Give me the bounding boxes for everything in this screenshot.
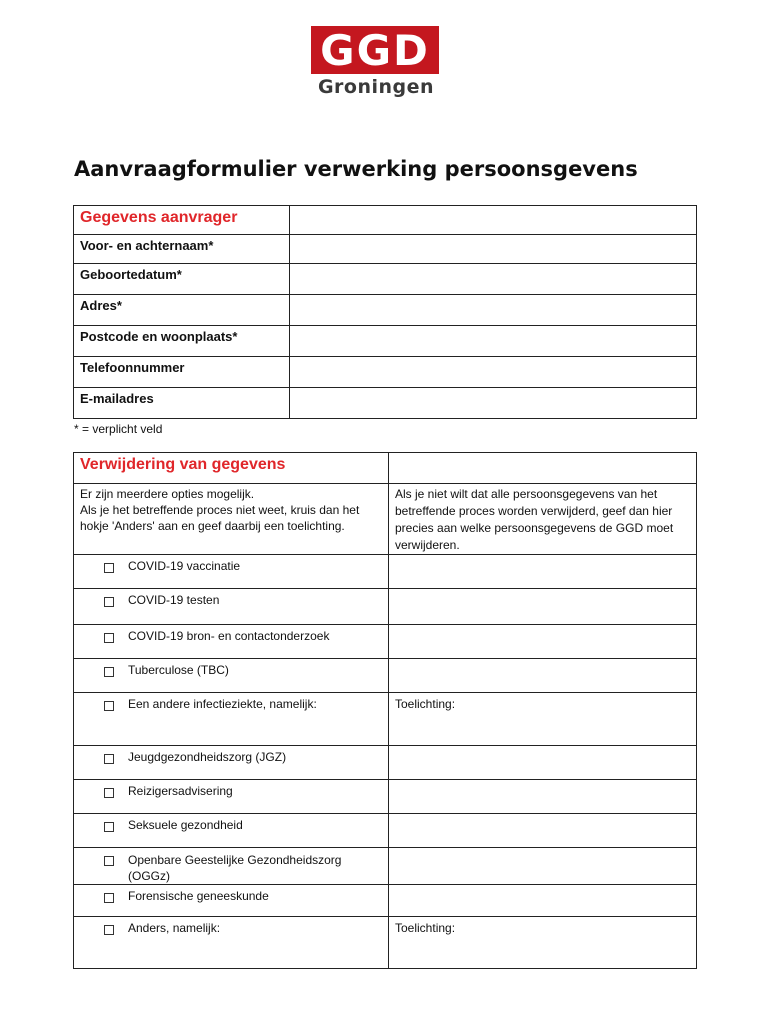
field-label-email: E-mailadres [74,388,290,419]
page-title: Aanvraagformulier verwerking persoonsgevens [74,157,638,181]
deletion-explanation: Als je niet wilt dat alle persoonsgegevens van het betreffende proces worden verwijderd, geef dan hier precies aan welke persoonsgegevens de GGD moet verwijderen. [389,484,697,555]
option-covid-vaccination[interactable] [74,555,389,589]
option-label: COVID-19 vaccinatie [128,559,241,573]
field-label-phone: Telefoonnummer [74,357,290,388]
option-note-cell[interactable] [389,848,697,885]
option-note-cell[interactable] [389,555,697,589]
option-note-cell[interactable] [389,625,697,659]
option-label: COVID-19 testen [128,593,220,607]
field-label-name: Voor- en achternaam* [74,235,290,264]
checkbox-icon[interactable] [104,701,114,711]
field-label-postcode: Postcode en woonplaats* [74,326,290,357]
option-sexual-health[interactable] [74,814,389,848]
option-covid-testing[interactable] [74,589,389,625]
checkbox-icon[interactable] [104,597,114,607]
checkbox-icon[interactable] [104,925,114,935]
required-note: * = verplicht veld [74,422,163,436]
option-covid-contact[interactable] [74,625,389,659]
option-travel-advice[interactable] [74,780,389,814]
deletion-intro [74,484,389,555]
option-label: Een andere infectieziekte, namelijk: [128,697,317,711]
applicant-heading: Gegevens aanvrager [74,206,290,235]
field-input-name[interactable] [290,235,697,264]
option-label: Openbare Geestelijke Gezondheidszorg (OGGz) [128,853,342,883]
applicant-table [73,205,697,419]
checkbox-icon[interactable] [104,667,114,677]
option-forensic[interactable] [74,885,389,917]
applicant-heading-blank [290,206,697,235]
deletion-intro-text: Er zijn meerdere opties mogelijk. Als je het betreffende proces niet weet, kruis dan het hokje 'Anders' aan en geef daarbij een toelichting. [80,487,360,533]
option-label: Anders, namelijk: [128,921,221,935]
option-label: Tuberculose (TBC) [128,663,229,677]
option-label: Reizigersadvisering [128,784,233,798]
field-label-birthdate: Geboortedatum* [74,264,290,295]
field-input-email[interactable] [290,388,697,419]
option-note-cell[interactable] [389,589,697,625]
option-other-infection[interactable] [74,693,389,746]
option-label: Jeugdgezondheidszorg (JGZ) [128,750,287,764]
option-label: Seksuele gezondheid [128,818,243,832]
option-note-cell[interactable] [389,780,697,814]
option-label: Forensische geneeskunde [128,889,269,903]
deletion-heading: Verwijdering van gegevens [74,453,389,484]
option-oggz[interactable] [74,848,389,885]
checkbox-icon[interactable] [104,633,114,643]
option-note-cell[interactable] [389,814,697,848]
checkbox-icon[interactable] [104,563,114,573]
option-note-cell[interactable] [389,659,697,693]
ggd-logo [311,26,441,98]
option-other[interactable] [74,917,389,969]
option-note-cell[interactable] [389,746,697,780]
checkbox-icon[interactable] [104,754,114,764]
deletion-table [73,452,697,969]
field-input-postcode[interactable] [290,326,697,357]
checkbox-icon[interactable] [104,822,114,832]
option-tuberculosis[interactable] [74,659,389,693]
option-label: COVID-19 bron- en contactonderzoek [128,629,330,643]
field-input-address[interactable] [290,295,697,326]
logo-region: Groningen [317,76,435,98]
checkbox-icon[interactable] [104,893,114,903]
deletion-heading-blank [389,453,697,484]
option-jgz[interactable] [74,746,389,780]
option-note-other[interactable]: Toelichting: [389,917,697,969]
logo-brand: GGD [311,26,439,74]
option-note-other-infection[interactable]: Toelichting: [389,693,697,746]
checkbox-icon[interactable] [104,856,114,866]
option-note-cell[interactable] [389,885,697,917]
field-input-birthdate[interactable] [290,264,697,295]
field-label-address: Adres* [74,295,290,326]
field-input-phone[interactable] [290,357,697,388]
checkbox-icon[interactable] [104,788,114,798]
